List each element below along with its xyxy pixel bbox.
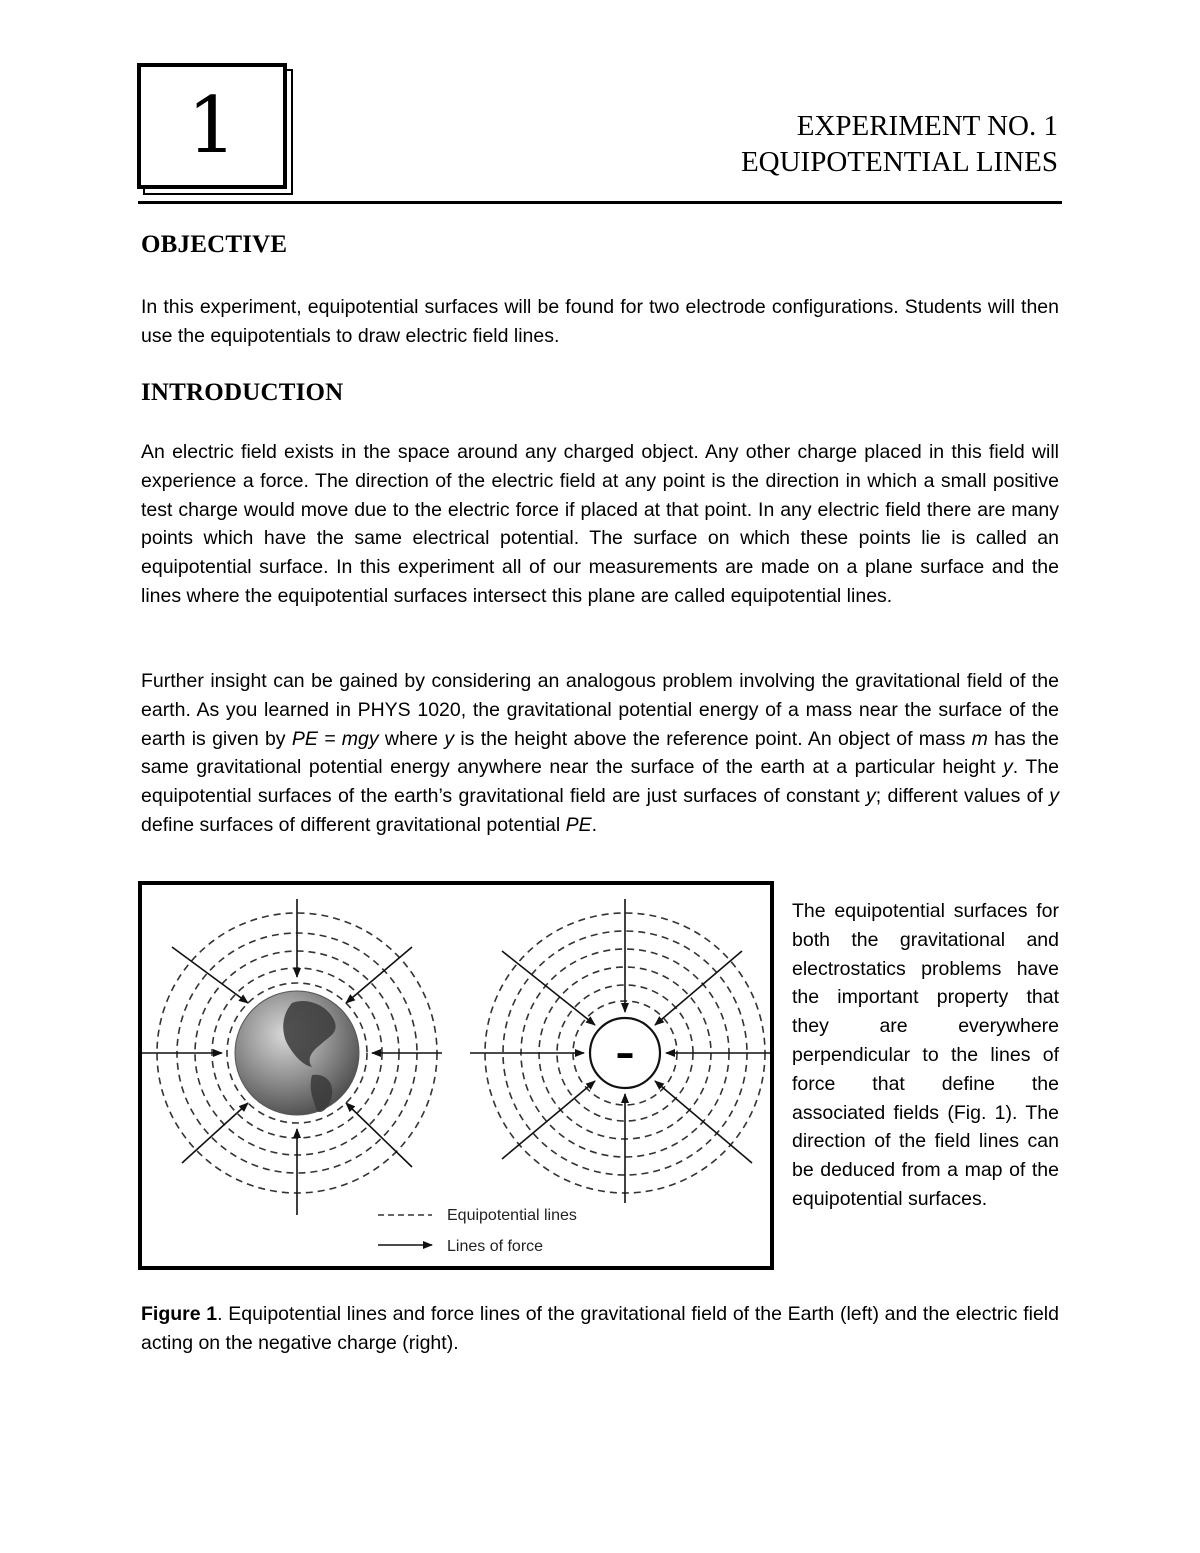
intro-p2-var: y xyxy=(1049,785,1060,808)
intro-p2-text: has the same gravitational potential energy anywhere near the surface of the earth at a particular height xyxy=(141,727,1060,779)
intro-p2-text: ; different values of xyxy=(875,785,1050,808)
intro-p2-var: y xyxy=(1003,756,1013,779)
figure-1-diagram xyxy=(142,885,770,1266)
earth-field-diagram xyxy=(142,899,442,1215)
introduction-heading: INTRODUCTION xyxy=(141,379,344,406)
intro-p2-text: where xyxy=(378,727,445,750)
chapter-number: 1 xyxy=(187,81,237,171)
intro-p2-var: m xyxy=(971,727,988,750)
charge-field-diagram xyxy=(470,899,770,1203)
intro-p2-var: y xyxy=(444,727,455,750)
intro-p2-var: PE xyxy=(565,813,592,836)
figure-legend xyxy=(378,1207,577,1255)
intro-p2-text: define surfaces of different gravitational potential xyxy=(141,813,566,836)
objective-heading: OBJECTIVE xyxy=(141,231,288,258)
objective-paragraph: In this experiment, equipotential surfaces will be found for two electrode configurations. Students will then use the equipotentials to draw electric field lines. xyxy=(141,296,1059,347)
intro-p2-text: is the height above the reference point. An object of mass xyxy=(454,727,972,750)
introduction-paragraph-2 xyxy=(141,667,1059,840)
experiment-heading xyxy=(741,108,1058,180)
intro-p2-text: Further insight can be gained by considering an analogous problem involving the gravitational field of the earth. As you learned in PHYS 1020, the gravitational potential energy of a mass near the surface of the earth is given by xyxy=(141,670,1059,750)
figure-caption xyxy=(141,1300,1059,1358)
header-rule xyxy=(138,201,1062,204)
intro-paragraph-1-text: An electric field exists in the space around any charged object. Any other charge placed in this field will experience a force. The direction of the electric field at any point is the direction in which a small positive test charge would move due to the electric force if placed at that point. In any electric field there are many points which have the same electrical potential. The surface on which these points lie is called an equipotential surface. In this experiment all of our measurements are made on a plane surface and the lines where the equipotential surfaces intersect this plane are called equipotential lines. xyxy=(141,441,1059,607)
figure-side-text: The equipotential surfaces for both the gravitational and electrostatics problems have the important property that they are everywhere perpendicular to the lines of force that define the associated fields (Fig. 1). The direction of the field lines can be deduced from a map of the equipotential surfaces. xyxy=(792,900,1059,1210)
intro-p2-text: . xyxy=(591,813,598,836)
caption-label: Figure 1 xyxy=(141,1303,218,1325)
intro-p2-var: y xyxy=(866,785,876,808)
caption-text: . Equipotential lines and force lines of the gravitational field of the Earth (left) and the electric field acting on the negative charge (right). xyxy=(141,1303,1059,1354)
intro-p2-text: . The equipotential surfaces of the earth’s gravitational field are just surfaces of constant xyxy=(141,756,1059,808)
intro-p2-formula: PE = mgy xyxy=(291,727,379,750)
legend-force-label: Lines of force xyxy=(447,1238,544,1255)
figure-1 xyxy=(138,881,774,1270)
legend-equipotential-label: Equipotential lines xyxy=(447,1207,577,1224)
objective-text xyxy=(141,293,1059,351)
introduction-paragraph-1 xyxy=(141,438,1059,611)
experiment-title: EQUIPOTENTIAL LINES xyxy=(740,146,1058,178)
charge-symbol: – xyxy=(615,1031,635,1075)
experiment-number: EXPERIMENT NO. 1 xyxy=(796,110,1058,142)
